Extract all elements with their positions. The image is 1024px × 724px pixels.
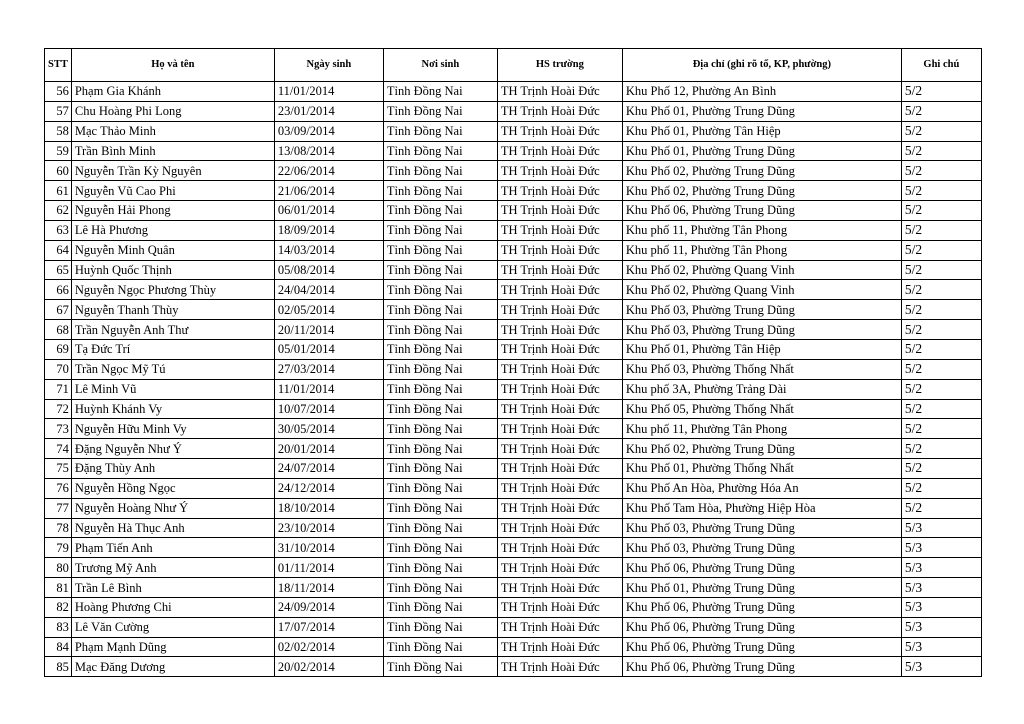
cell-birthplace: Tỉnh Đồng Nai <box>383 280 497 300</box>
cell-dob: 27/03/2014 <box>274 359 383 379</box>
cell-note: 5/2 <box>901 240 981 260</box>
cell-school: TH Trịnh Hoài Đức <box>497 359 622 379</box>
table-row <box>45 478 982 498</box>
cell-note: 5/2 <box>901 339 981 359</box>
cell-dob: 24/09/2014 <box>274 597 383 617</box>
cell-name: Trần Lê Bình <box>71 578 274 598</box>
cell-dob: 23/10/2014 <box>274 518 383 538</box>
cell-birthplace: Tỉnh Đồng Nai <box>383 82 497 102</box>
cell-school: TH Trịnh Hoài Đức <box>497 280 622 300</box>
cell-name: Phạm Gia Khánh <box>71 82 274 102</box>
cell-school: TH Trịnh Hoài Đức <box>497 82 622 102</box>
cell-address: Khu Phố 03, Phường Trung Dũng <box>622 320 901 340</box>
header-note: Ghi chú <box>901 49 981 82</box>
cell-dob: 11/01/2014 <box>274 379 383 399</box>
cell-note: 5/2 <box>901 478 981 498</box>
cell-school: TH Trịnh Hoài Đức <box>497 657 622 677</box>
cell-note: 5/2 <box>901 161 981 181</box>
cell-name: Trần Ngọc Mỹ Tú <box>71 359 274 379</box>
cell-birthplace: Tỉnh Đồng Nai <box>383 201 497 221</box>
cell-address: Khu Phố 06, Phường Trung Dũng <box>622 558 901 578</box>
cell-dob: 20/01/2014 <box>274 439 383 459</box>
table-row <box>45 379 982 399</box>
cell-name: Trần Nguyễn Anh Thư <box>71 320 274 340</box>
cell-school: TH Trịnh Hoài Đức <box>497 101 622 121</box>
cell-note: 5/2 <box>901 220 981 240</box>
cell-dob: 22/06/2014 <box>274 161 383 181</box>
cell-stt: 62 <box>45 201 72 221</box>
cell-stt: 75 <box>45 459 72 479</box>
cell-dob: 20/02/2014 <box>274 657 383 677</box>
cell-birthplace: Tỉnh Đồng Nai <box>383 419 497 439</box>
cell-stt: 79 <box>45 538 72 558</box>
cell-dob: 24/07/2014 <box>274 459 383 479</box>
cell-address: Khu Phố 02, Phường Trung Dũng <box>622 161 901 181</box>
table-row <box>45 597 982 617</box>
cell-birthplace: Tỉnh Đồng Nai <box>383 320 497 340</box>
cell-note: 5/2 <box>901 300 981 320</box>
cell-address: Khu Phố 01, Phường Thống Nhất <box>622 459 901 479</box>
table-row <box>45 201 982 221</box>
cell-name: Nguyễn Minh Quân <box>71 240 274 260</box>
cell-address: Khu Phố 06, Phường Trung Dũng <box>622 657 901 677</box>
cell-address: Khu Phố 06, Phường Trung Dũng <box>622 597 901 617</box>
cell-stt: 61 <box>45 181 72 201</box>
table-row <box>45 220 982 240</box>
header-stt: STT <box>45 49 72 82</box>
cell-note: 5/2 <box>901 419 981 439</box>
cell-birthplace: Tỉnh Đồng Nai <box>383 578 497 598</box>
cell-dob: 10/07/2014 <box>274 399 383 419</box>
cell-address: Khu Phố 12, Phường An Bình <box>622 82 901 102</box>
cell-birthplace: Tỉnh Đồng Nai <box>383 558 497 578</box>
cell-address: Khu Phố 05, Phường Thống Nhất <box>622 399 901 419</box>
cell-address: Khu Phố 01, Phường Tân Hiệp <box>622 121 901 141</box>
cell-birthplace: Tỉnh Đồng Nai <box>383 399 497 419</box>
cell-dob: 24/12/2014 <box>274 478 383 498</box>
cell-address: Khu Phố 03, Phường Trung Dũng <box>622 538 901 558</box>
cell-name: Nguyễn Vũ Cao Phi <box>71 181 274 201</box>
cell-name: Mạc Đăng Dương <box>71 657 274 677</box>
cell-address: Khu Phố 01, Phường Trung Dũng <box>622 141 901 161</box>
cell-stt: 82 <box>45 597 72 617</box>
cell-name: Nguyễn Hà Thục Anh <box>71 518 274 538</box>
cell-address: Khu Phố 03, Phường Trung Dũng <box>622 518 901 538</box>
cell-school: TH Trịnh Hoài Đức <box>497 260 622 280</box>
table-row <box>45 498 982 518</box>
cell-stt: 72 <box>45 399 72 419</box>
cell-name: Nguyễn Thanh Thùy <box>71 300 274 320</box>
cell-school: TH Trịnh Hoài Đức <box>497 459 622 479</box>
cell-note: 5/3 <box>901 578 981 598</box>
cell-name: Nguyễn Hữu Minh Vy <box>71 419 274 439</box>
cell-stt: 59 <box>45 141 72 161</box>
cell-name: Hoàng Phương Chi <box>71 597 274 617</box>
table-row <box>45 419 982 439</box>
cell-dob: 01/11/2014 <box>274 558 383 578</box>
cell-school: TH Trịnh Hoài Đức <box>497 220 622 240</box>
cell-dob: 18/11/2014 <box>274 578 383 598</box>
header-row <box>45 49 982 82</box>
cell-name: Mạc Thảo Minh <box>71 121 274 141</box>
table-row <box>45 82 982 102</box>
cell-name: Nguyễn Hồng Ngọc <box>71 478 274 498</box>
cell-name: Chu Hoàng Phi Long <box>71 101 274 121</box>
cell-school: TH Trịnh Hoài Đức <box>497 538 622 558</box>
cell-birthplace: Tỉnh Đồng Nai <box>383 359 497 379</box>
cell-birthplace: Tỉnh Đồng Nai <box>383 240 497 260</box>
cell-note: 5/3 <box>901 558 981 578</box>
cell-dob: 05/08/2014 <box>274 260 383 280</box>
cell-name: Lê Văn Cường <box>71 617 274 637</box>
cell-note: 5/2 <box>901 498 981 518</box>
table-row <box>45 399 982 419</box>
cell-address: Khu Phố An Hòa, Phường Hóa An <box>622 478 901 498</box>
table-row <box>45 181 982 201</box>
cell-birthplace: Tỉnh Đồng Nai <box>383 260 497 280</box>
table-row <box>45 260 982 280</box>
cell-dob: 13/08/2014 <box>274 141 383 161</box>
cell-stt: 77 <box>45 498 72 518</box>
table-row <box>45 161 982 181</box>
cell-school: TH Trịnh Hoài Đức <box>497 399 622 419</box>
cell-birthplace: Tỉnh Đồng Nai <box>383 101 497 121</box>
table-row <box>45 439 982 459</box>
cell-dob: 18/10/2014 <box>274 498 383 518</box>
cell-note: 5/2 <box>901 82 981 102</box>
cell-dob: 02/02/2014 <box>274 637 383 657</box>
cell-address: Khu Phố 02, Phường Quang Vinh <box>622 260 901 280</box>
cell-address: Khu phố 11, Phường Tân Phong <box>622 419 901 439</box>
cell-birthplace: Tỉnh Đồng Nai <box>383 518 497 538</box>
cell-name: Lê Minh Vũ <box>71 379 274 399</box>
cell-name: Trần Bình Minh <box>71 141 274 161</box>
table-row <box>45 320 982 340</box>
cell-address: Khu phố 3A, Phường Trảng Dài <box>622 379 901 399</box>
cell-school: TH Trịnh Hoài Đức <box>497 181 622 201</box>
cell-birthplace: Tỉnh Đồng Nai <box>383 637 497 657</box>
cell-note: 5/2 <box>901 121 981 141</box>
cell-note: 5/2 <box>901 439 981 459</box>
table-row <box>45 101 982 121</box>
cell-address: Khu Phố 01, Phường Trung Dũng <box>622 101 901 121</box>
cell-school: TH Trịnh Hoài Đức <box>497 637 622 657</box>
cell-birthplace: Tỉnh Đồng Nai <box>383 459 497 479</box>
header-address: Địa chỉ (ghi rõ tổ, KP, phường) <box>622 49 901 82</box>
cell-address: Khu Phố 02, Phường Trung Dũng <box>622 181 901 201</box>
cell-school: TH Trịnh Hoài Đức <box>497 320 622 340</box>
cell-stt: 74 <box>45 439 72 459</box>
cell-school: TH Trịnh Hoài Đức <box>497 240 622 260</box>
cell-dob: 23/01/2014 <box>274 101 383 121</box>
cell-birthplace: Tỉnh Đồng Nai <box>383 379 497 399</box>
cell-dob: 05/01/2014 <box>274 339 383 359</box>
cell-stt: 80 <box>45 558 72 578</box>
cell-note: 5/3 <box>901 657 981 677</box>
cell-dob: 21/06/2014 <box>274 181 383 201</box>
header-birthplace: Nơi sinh <box>383 49 497 82</box>
cell-stt: 68 <box>45 320 72 340</box>
table-row <box>45 578 982 598</box>
cell-birthplace: Tỉnh Đồng Nai <box>383 161 497 181</box>
cell-stt: 85 <box>45 657 72 677</box>
table-row <box>45 141 982 161</box>
table-row <box>45 300 982 320</box>
cell-note: 5/3 <box>901 597 981 617</box>
cell-stt: 57 <box>45 101 72 121</box>
cell-school: TH Trịnh Hoài Đức <box>497 201 622 221</box>
cell-address: Khu Phố 02, Phường Quang Vinh <box>622 280 901 300</box>
table-row <box>45 558 982 578</box>
cell-birthplace: Tỉnh Đồng Nai <box>383 220 497 240</box>
cell-stt: 70 <box>45 359 72 379</box>
cell-note: 5/2 <box>901 399 981 419</box>
cell-school: TH Trịnh Hoài Đức <box>497 141 622 161</box>
header-dob: Ngày sinh <box>274 49 383 82</box>
cell-dob: 17/07/2014 <box>274 617 383 637</box>
cell-note: 5/2 <box>901 359 981 379</box>
cell-stt: 81 <box>45 578 72 598</box>
cell-school: TH Trịnh Hoài Đức <box>497 161 622 181</box>
cell-note: 5/3 <box>901 637 981 657</box>
cell-dob: 11/01/2014 <box>274 82 383 102</box>
cell-dob: 31/10/2014 <box>274 538 383 558</box>
header-school: HS trường <box>497 49 622 82</box>
cell-birthplace: Tỉnh Đồng Nai <box>383 121 497 141</box>
table-row <box>45 459 982 479</box>
cell-birthplace: Tỉnh Đồng Nai <box>383 657 497 677</box>
table-row <box>45 240 982 260</box>
cell-stt: 60 <box>45 161 72 181</box>
cell-note: 5/2 <box>901 320 981 340</box>
cell-school: TH Trịnh Hoài Đức <box>497 518 622 538</box>
table-row <box>45 617 982 637</box>
cell-stt: 83 <box>45 617 72 637</box>
cell-school: TH Trịnh Hoài Đức <box>497 578 622 598</box>
cell-address: Khu Phố 03, Phường Trung Dũng <box>622 300 901 320</box>
cell-address: Khu Phố 02, Phường Trung Dũng <box>622 439 901 459</box>
cell-name: Lê Hà Phương <box>71 220 274 240</box>
cell-address: Khu Phố 01, Phường Tân Hiệp <box>622 339 901 359</box>
cell-dob: 24/04/2014 <box>274 280 383 300</box>
cell-stt: 76 <box>45 478 72 498</box>
cell-stt: 58 <box>45 121 72 141</box>
table-row <box>45 121 982 141</box>
cell-stt: 56 <box>45 82 72 102</box>
cell-dob: 14/03/2014 <box>274 240 383 260</box>
cell-birthplace: Tỉnh Đồng Nai <box>383 478 497 498</box>
cell-note: 5/2 <box>901 101 981 121</box>
cell-note: 5/2 <box>901 141 981 161</box>
cell-school: TH Trịnh Hoài Đức <box>497 379 622 399</box>
cell-birthplace: Tỉnh Đồng Nai <box>383 538 497 558</box>
cell-stt: 65 <box>45 260 72 280</box>
cell-stt: 84 <box>45 637 72 657</box>
cell-note: 5/2 <box>901 379 981 399</box>
cell-stt: 73 <box>45 419 72 439</box>
cell-school: TH Trịnh Hoài Đức <box>497 300 622 320</box>
cell-name: Nguyễn Trần Kỳ Nguyên <box>71 161 274 181</box>
cell-note: 5/2 <box>901 280 981 300</box>
cell-note: 5/3 <box>901 617 981 637</box>
cell-address: Khu Phố 03, Phường Thống Nhất <box>622 359 901 379</box>
cell-school: TH Trịnh Hoài Đức <box>497 419 622 439</box>
cell-name: Nguyễn Ngọc Phương Thùy <box>71 280 274 300</box>
cell-address: Khu phố 11, Phường Tân Phong <box>622 240 901 260</box>
cell-birthplace: Tỉnh Đồng Nai <box>383 597 497 617</box>
cell-stt: 71 <box>45 379 72 399</box>
cell-note: 5/3 <box>901 518 981 538</box>
cell-note: 5/2 <box>901 181 981 201</box>
cell-name: Nguyễn Hải Phong <box>71 201 274 221</box>
cell-school: TH Trịnh Hoài Đức <box>497 439 622 459</box>
cell-school: TH Trịnh Hoài Đức <box>497 339 622 359</box>
cell-dob: 06/01/2014 <box>274 201 383 221</box>
cell-birthplace: Tỉnh Đồng Nai <box>383 439 497 459</box>
cell-birthplace: Tỉnh Đồng Nai <box>383 498 497 518</box>
cell-name: Phạm Mạnh Dũng <box>71 637 274 657</box>
cell-birthplace: Tỉnh Đồng Nai <box>383 141 497 161</box>
cell-name: Tạ Đức Trí <box>71 339 274 359</box>
cell-birthplace: Tỉnh Đồng Nai <box>383 617 497 637</box>
cell-stt: 67 <box>45 300 72 320</box>
cell-school: TH Trịnh Hoài Đức <box>497 498 622 518</box>
table-row <box>45 518 982 538</box>
cell-birthplace: Tỉnh Đồng Nai <box>383 300 497 320</box>
cell-stt: 69 <box>45 339 72 359</box>
table-row <box>45 339 982 359</box>
cell-school: TH Trịnh Hoài Đức <box>497 121 622 141</box>
cell-school: TH Trịnh Hoài Đức <box>497 617 622 637</box>
table-row <box>45 637 982 657</box>
cell-birthplace: Tỉnh Đồng Nai <box>383 181 497 201</box>
student-table <box>44 48 982 677</box>
cell-dob: 30/05/2014 <box>274 419 383 439</box>
cell-name: Huỳnh Quốc Thịnh <box>71 260 274 280</box>
cell-note: 5/2 <box>901 459 981 479</box>
cell-note: 5/2 <box>901 260 981 280</box>
cell-note: 5/3 <box>901 538 981 558</box>
cell-name: Phạm Tiến Anh <box>71 538 274 558</box>
cell-stt: 63 <box>45 220 72 240</box>
cell-dob: 20/11/2014 <box>274 320 383 340</box>
cell-name: Đặng Nguyễn Như Ý <box>71 439 274 459</box>
cell-name: Đặng Thùy Anh <box>71 459 274 479</box>
cell-school: TH Trịnh Hoài Đức <box>497 597 622 617</box>
table-row <box>45 657 982 677</box>
cell-stt: 66 <box>45 280 72 300</box>
table-row <box>45 538 982 558</box>
cell-dob: 03/09/2014 <box>274 121 383 141</box>
cell-school: TH Trịnh Hoài Đức <box>497 478 622 498</box>
header-name: Họ và tên <box>71 49 274 82</box>
table-row <box>45 359 982 379</box>
cell-name: Huỳnh Khánh Vy <box>71 399 274 419</box>
cell-address: Khu Phố 06, Phường Trung Dũng <box>622 617 901 637</box>
cell-stt: 78 <box>45 518 72 538</box>
cell-address: Khu Phố 06, Phường Trung Dũng <box>622 637 901 657</box>
cell-stt: 64 <box>45 240 72 260</box>
cell-note: 5/2 <box>901 201 981 221</box>
cell-name: Trương Mỹ Anh <box>71 558 274 578</box>
cell-address: Khu phố 11, Phường Tân Phong <box>622 220 901 240</box>
table-row <box>45 280 982 300</box>
cell-address: Khu Phố 06, Phường Trung Dũng <box>622 201 901 221</box>
cell-address: Khu Phố Tam Hòa, Phường Hiệp Hòa <box>622 498 901 518</box>
cell-name: Nguyễn Hoàng Như Ý <box>71 498 274 518</box>
cell-address: Khu Phố 01, Phường Trung Dũng <box>622 578 901 598</box>
cell-school: TH Trịnh Hoài Đức <box>497 558 622 578</box>
cell-birthplace: Tỉnh Đồng Nai <box>383 339 497 359</box>
cell-dob: 02/05/2014 <box>274 300 383 320</box>
cell-dob: 18/09/2014 <box>274 220 383 240</box>
